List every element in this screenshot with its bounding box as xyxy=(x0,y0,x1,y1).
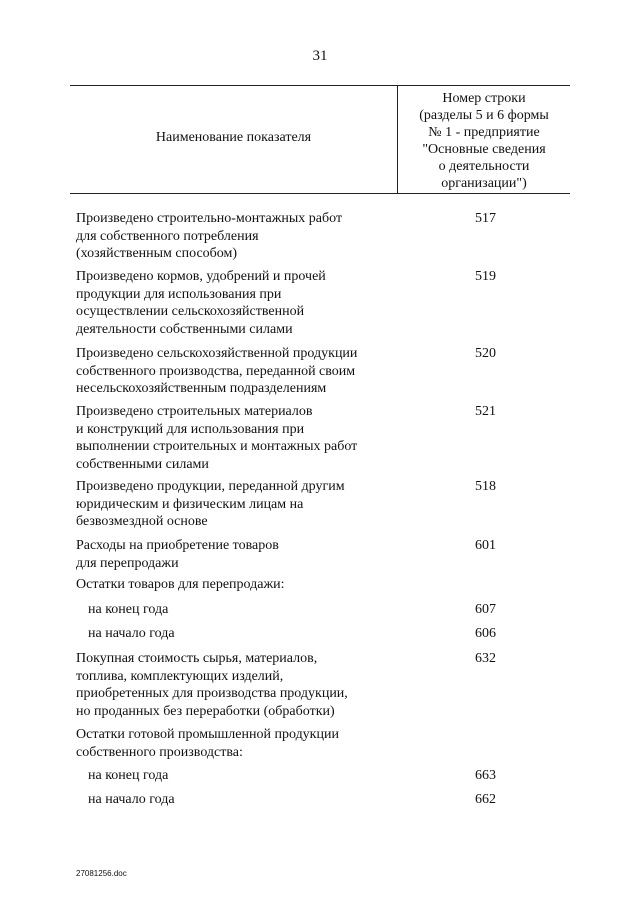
header-row-number: Номер строки (разделы 5 и 6 формы № 1 - предприятие "Основные сведения о деятельности организации") xyxy=(419,91,549,191)
row-name: Остатки товаров для перепродажи: xyxy=(76,577,285,592)
row-code: 519 xyxy=(475,269,496,284)
row-name: Покупная стоимость сырья, материалов, топлива, комплектующих изделий, приобретенных для производства продукции, но проданных без переработки (обработки) xyxy=(76,651,348,719)
table-row xyxy=(76,601,570,619)
table-row xyxy=(76,478,570,531)
header-indicator-name: Наименование показателя xyxy=(155,130,312,145)
table-row xyxy=(76,576,570,594)
row-name: Произведено строительно-монтажных работ для собственного потребления (хозяйственным способом) xyxy=(76,211,343,261)
table-row xyxy=(76,403,570,473)
row-name: на конец года xyxy=(88,768,169,783)
table-row xyxy=(76,625,570,643)
row-code: 521 xyxy=(475,404,496,419)
row-name: на начало года xyxy=(88,626,175,641)
row-code: 632 xyxy=(475,651,496,666)
table-row xyxy=(76,537,570,572)
table-row xyxy=(76,791,570,809)
table-row xyxy=(76,345,570,398)
row-code: 517 xyxy=(475,211,496,226)
row-name: на начало года xyxy=(88,792,175,807)
table-row xyxy=(76,726,570,761)
table-row xyxy=(76,767,570,785)
row-name: Остатки готовой промышленной продукции собственного производства: xyxy=(76,727,339,760)
table-top-rule xyxy=(70,85,570,86)
row-code: 601 xyxy=(475,538,496,553)
row-name: Произведено сельскохозяйственной продукции собственного производства, переданной своим несельскохозяйственным подразделениям xyxy=(76,346,358,396)
row-code: 607 xyxy=(475,602,496,617)
row-name: на конец года xyxy=(88,602,169,617)
row-code: 662 xyxy=(475,792,496,807)
row-code: 663 xyxy=(475,768,496,783)
row-code: 518 xyxy=(475,479,496,494)
page-number: 31 xyxy=(312,48,328,64)
row-name: Произведено строительных материалов и конструкций для использования при выполнении строительных и монтажных работ собственными силами xyxy=(76,404,358,472)
row-name: Произведено продукции, переданной другим юридическим и физическим лицам на безвозмездной основе xyxy=(76,479,345,529)
row-code: 520 xyxy=(475,346,496,361)
table-row xyxy=(76,210,570,263)
row-name: Расходы на приобретение товаров для перепродажи xyxy=(76,538,279,571)
table-header-bottom-rule xyxy=(70,193,570,194)
row-name: Произведено кормов, удобрений и прочей продукции для использования при осуществлении сельскохозяйственной деятельности собственными силами xyxy=(76,269,326,337)
table-row xyxy=(76,268,570,338)
document-filename: 27081256.doc xyxy=(76,869,127,878)
row-code: 606 xyxy=(475,626,496,641)
table-row xyxy=(76,650,570,720)
